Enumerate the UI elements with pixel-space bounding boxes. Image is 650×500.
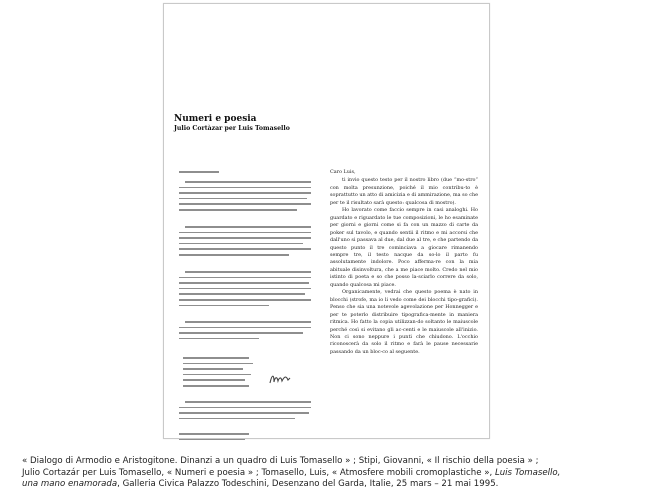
page-title: Numeri e poesia [174,114,257,124]
catalog-page [163,3,490,439]
typescript-line [179,232,311,234]
typescript-line [183,385,249,387]
image-caption [22,456,637,491]
typescript-line [179,198,307,200]
letter-greeting: Caro Luis, [330,169,356,175]
typescript-line [185,271,311,273]
typescript-line [179,209,297,211]
typescript-line [179,293,305,295]
typescript-line [183,374,251,376]
typescript-line [183,368,243,370]
typescript-line [179,254,289,256]
typescript-line [179,171,219,173]
typescript-line [179,332,303,334]
typescript-line [179,412,309,414]
caption-text: , Galleria Civica Palazzo Todeschini, Desenzano del Garda, Italie, 25 mars – 21 mai 1995. [117,479,499,489]
typescript-line [179,237,311,239]
typescript-line [179,248,311,250]
typescript-line [179,407,311,409]
caption-text: Julio Cortazár per Luis Tomasello, « Numeri e poesia » ; Tomasello, Luis, « Atmosfere mobili cromoplastiche », [22,467,495,478]
typescript-line [179,187,311,189]
typescript-line [183,379,245,381]
typescript-line [179,288,311,290]
typescript-line [185,226,311,228]
typescript-line [179,305,269,307]
typescript-line [183,363,253,365]
typescript-line [179,433,249,435]
typescript-line [179,243,303,245]
handwritten-signature-icon [268,372,292,386]
typescript-line [185,181,311,183]
typescript-line [179,277,311,279]
letter-paragraph: ti invio questo testo per il nostro libro (due “mo-stro” con molta presunzione, poiché il mio contribu-to è soprattutto un atto di amicizia e di ammirazione, ma so che per te il risultato sarà questo: qualcosa di mostro). [330,177,478,206]
caption-line [22,468,637,480]
letter-paragraph: Organicamente, vedrai che questo poema è nato in blocchi (strofe, ma io li vedo come dei blocchi tipo-grafici). Penso che sia una notevole agevolazione per Honnegger e per te poterlo distribuire tipografica-mente in maniera ritmica. Ho fatto la copia utilizzan-do soltanto le maiuscole perché così si evitano gli ac-centi e le maiuscole all'inizio. Non ci sono neppure i punti che chiudono. L'occhio riconoscerà da solo il ritmo e farà le pause necessarie passando da un bloc-co al seguente. [330,289,478,355]
letter-text [330,169,478,356]
typescript-line [179,299,311,301]
typescript-line [185,401,311,403]
typescript-line [183,357,249,359]
caption-italic: Luis Tomasello, [494,467,561,478]
typescript-line [179,418,295,420]
typescript-line [179,282,309,284]
typescript-line [179,439,245,441]
typescript-line [179,338,259,340]
caption-line [22,479,637,491]
typescript-line [179,192,311,194]
typescript-line [185,321,311,323]
page-subtitle: Julio Cortàzar per Luis Tomasello [174,125,290,132]
typescript-line [179,327,311,329]
caption-italic: una mano enamorada [22,479,118,489]
typescript-line [179,203,311,205]
caption-line: « Dialogo di Armodio e Aristogitone. Dinanzi a un quadro di Luis Tomasello » ; Stipi, Giovanni, « Il rischio della poesia » ; [22,456,539,466]
letter-paragraph: Ho lavorato come faccio sempre in casi analoghi. Ho guardato e riguardato le tue composizioni, le ho esaminate per giorni e giorni come si fa con un mazzo di carte da poker sul tavolo, e quando sentii il ritmo e mi accorsi che dall'uno si passava al due, dal due al tre, e che partendo da questo punto il tre cominciava a giocare rimanendo sempre tre, il testo nacque da so-lo il parto fu assolutamente indolore. Poco afferma-re con la mia abituale disinvoltura, che a me piace molto. Credo nel mio istinto di poeta e so che posso la-sciarlo correre da solo, quando qualcosa mi piace. [330,207,478,288]
